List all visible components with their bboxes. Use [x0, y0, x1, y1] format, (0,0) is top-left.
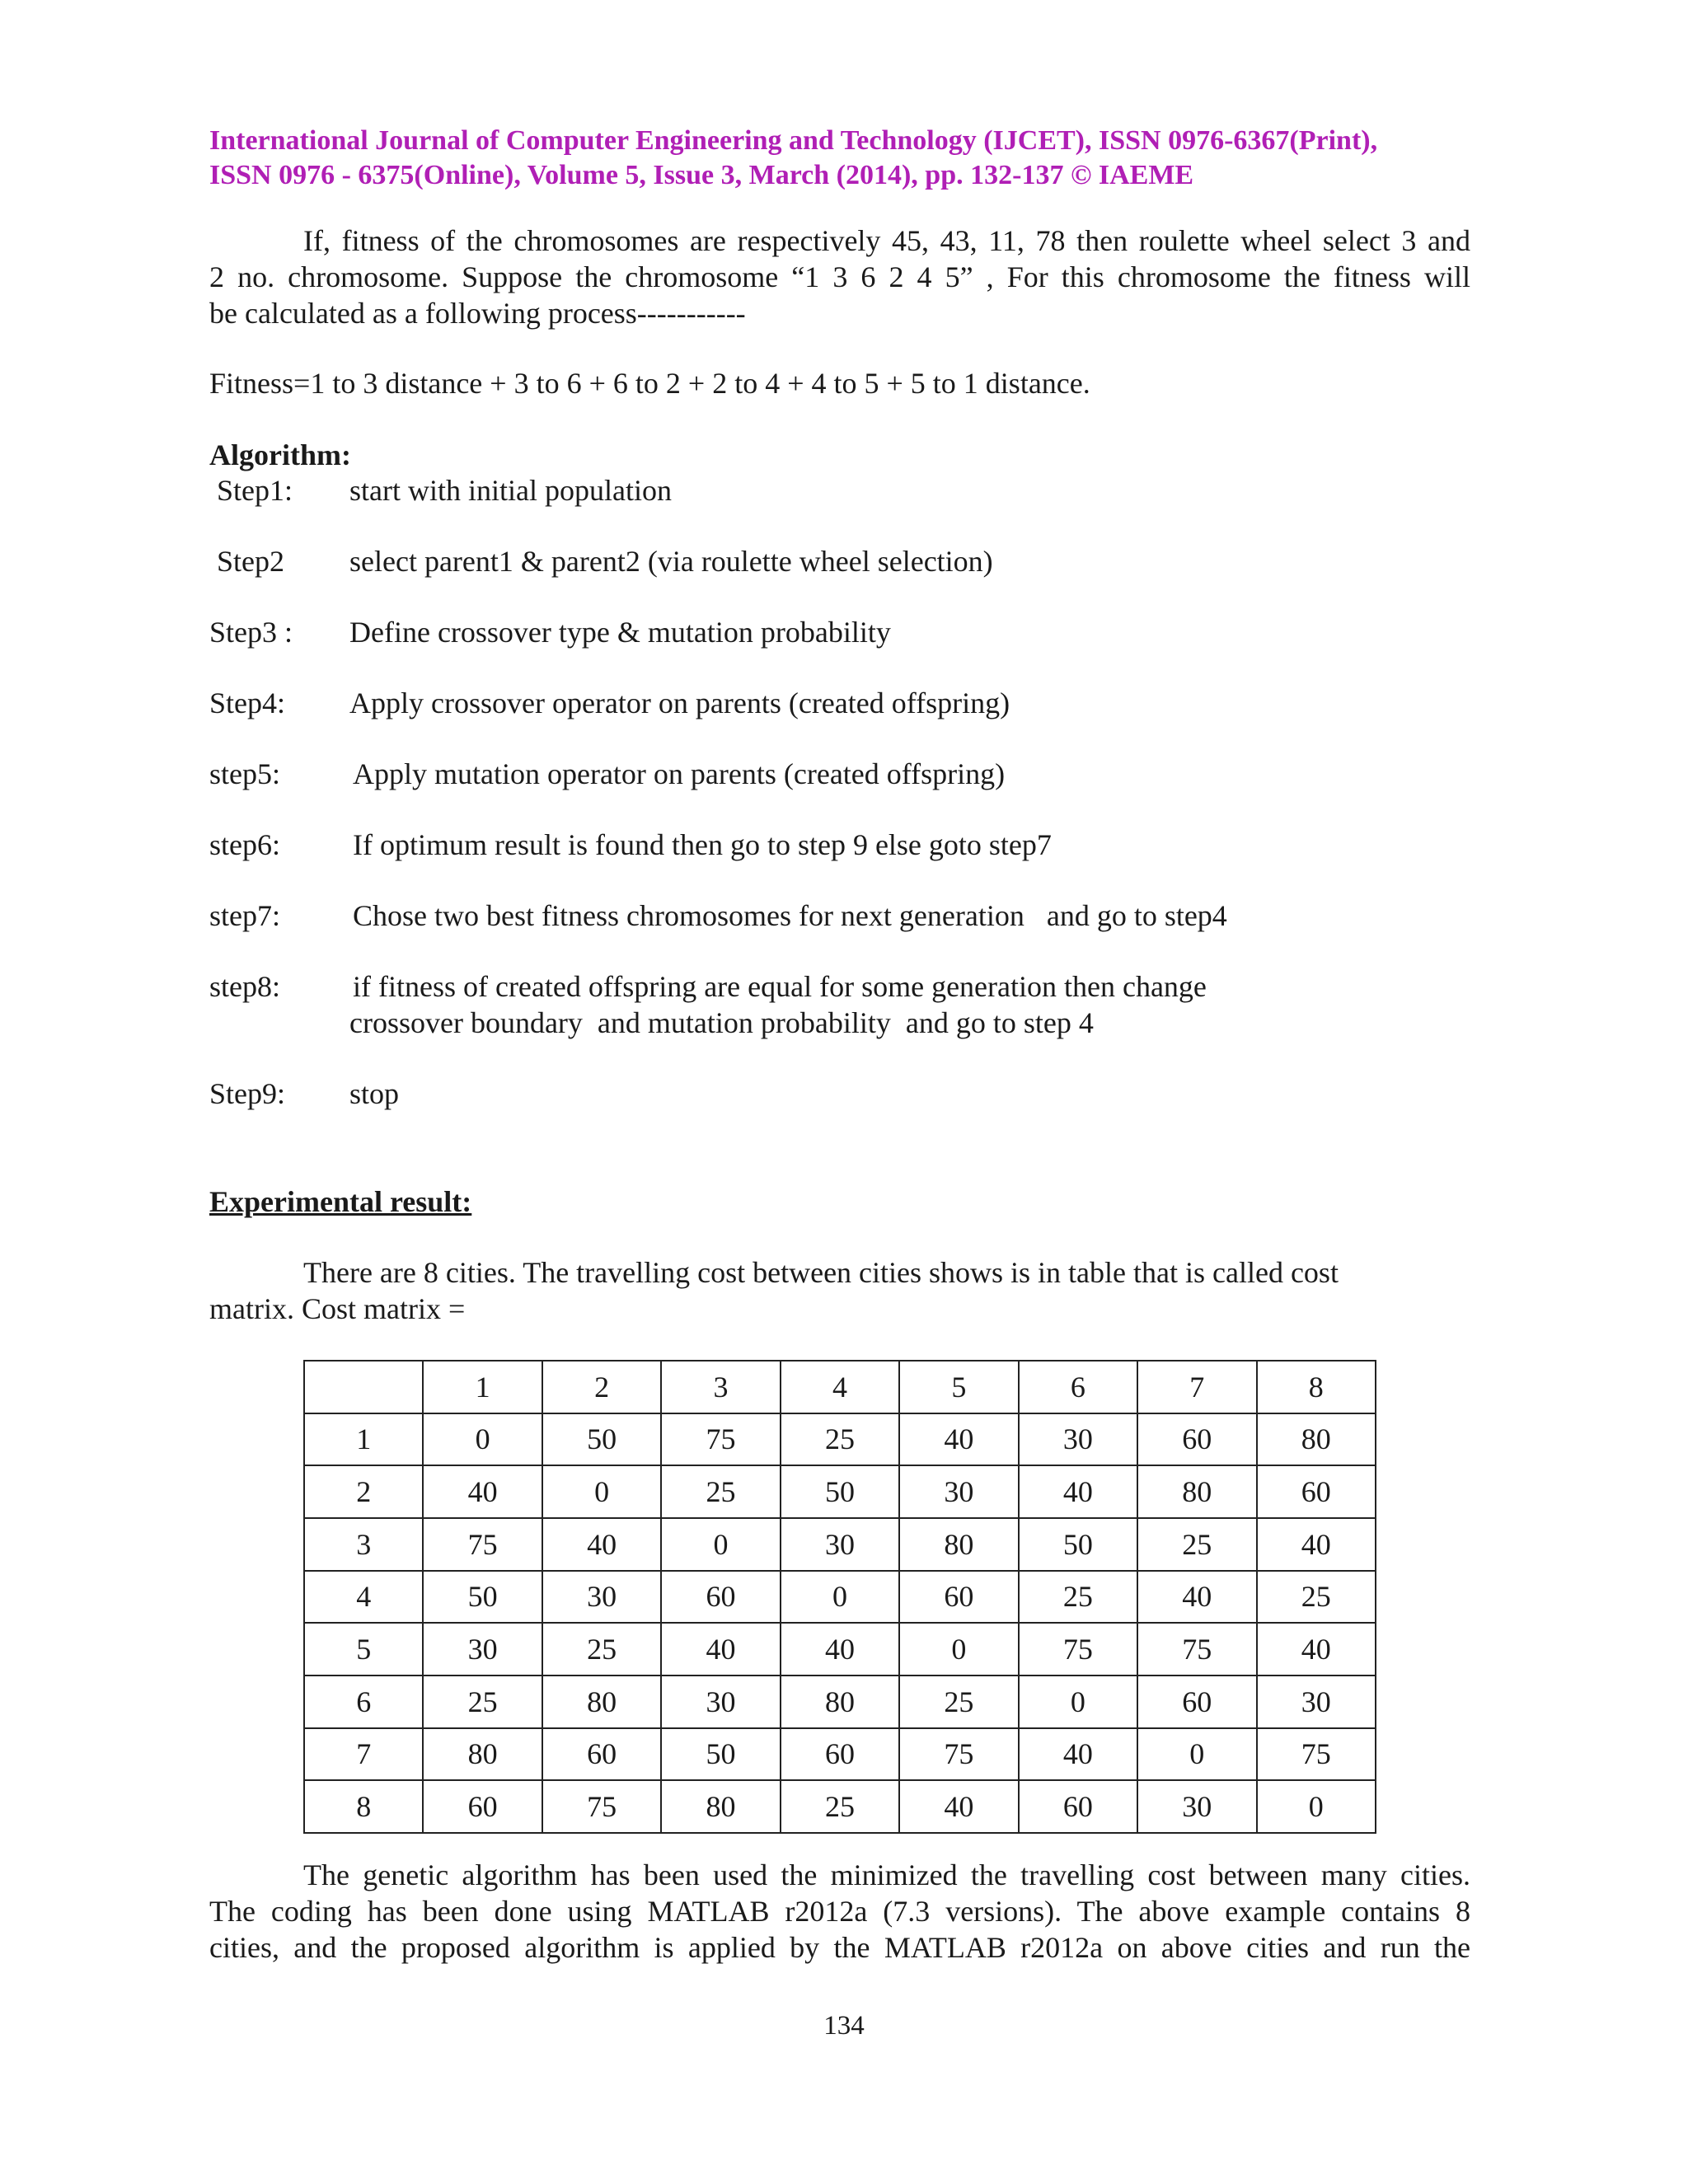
cost-matrix-row	[304, 1780, 1376, 1833]
algorithm-step-8	[209, 968, 1446, 1041]
cost-cell: 0	[781, 1571, 899, 1624]
step-text-continued: crossover boundary and mutation probability and go to step 4	[349, 1006, 1094, 1039]
cost-cell: 80	[423, 1728, 542, 1781]
intro-line1: If, fitness of the chromosomes are respectively 45, 43, 11, 78 then roulette wheel select 3 and	[303, 224, 1470, 257]
cost-cell: 25	[423, 1675, 542, 1728]
column-header-cell: 4	[781, 1361, 899, 1413]
cost-cell: 25	[781, 1780, 899, 1833]
cost-cell: 40	[1257, 1623, 1376, 1675]
cost-cell: 25	[781, 1413, 899, 1466]
cost-cell: 25	[542, 1623, 661, 1675]
cost-cell: 60	[1137, 1413, 1256, 1466]
cost-cell: 25	[1257, 1571, 1376, 1624]
cost-matrix-row	[304, 1518, 1376, 1571]
cost-cell: 25	[661, 1465, 780, 1518]
conclusion-line2: The coding has been done using MATLAB r2012a (7.3 versions). The above example contains 8	[209, 1895, 1470, 1928]
cost-cell: 0	[542, 1465, 661, 1518]
cost-cell: 0	[1019, 1675, 1137, 1728]
step-label: step8:	[209, 970, 280, 1003]
step-label: step6:	[209, 828, 280, 861]
row-label-cell: 1	[304, 1413, 423, 1466]
column-header-cell: 1	[423, 1361, 542, 1413]
step-label: step5:	[209, 757, 280, 790]
cost-cell: 0	[1257, 1780, 1376, 1833]
cost-cell: 60	[423, 1780, 542, 1833]
row-label-cell: 3	[304, 1518, 423, 1571]
cost-cell: 40	[1137, 1571, 1256, 1624]
cost-cell: 80	[1137, 1465, 1256, 1518]
cost-cell: 75	[423, 1518, 542, 1571]
experimental-line2: matrix. Cost matrix =	[209, 1292, 466, 1325]
cost-cell: 25	[1019, 1571, 1137, 1624]
cost-matrix-row	[304, 1571, 1376, 1624]
journal-header	[209, 124, 1479, 193]
step-text: If optimum result is found then go to step 9 else goto step7	[353, 828, 1052, 861]
cost-cell: 0	[423, 1413, 542, 1466]
cost-cell: 30	[1019, 1413, 1137, 1466]
cost-cell: 50	[661, 1728, 780, 1781]
cost-cell: 50	[423, 1571, 542, 1624]
cost-cell: 30	[1257, 1675, 1376, 1728]
cost-cell: 25	[1137, 1518, 1256, 1571]
conclusion-line1: The genetic algorithm has been used the minimized the travelling cost between many cities.	[303, 1858, 1470, 1891]
cost-cell: 80	[781, 1675, 899, 1728]
intro-line2: 2 no. chromosome. Suppose the chromosome “1 3 6 2 4 5” , For this chromosome the fitness will	[209, 260, 1470, 293]
fitness-formula: Fitness=1 to 3 distance + 3 to 6 + 6 to 2 + 2 to 4 + 4 to 5 + 5 to 1 distance.	[209, 367, 1090, 400]
intro-paragraph	[209, 223, 1470, 331]
step-label: Step1:	[209, 474, 293, 507]
cost-cell: 50	[542, 1413, 661, 1466]
step-label: step7:	[209, 899, 280, 932]
cost-matrix-row	[304, 1465, 1376, 1518]
cost-matrix-row	[304, 1728, 1376, 1781]
step-text: Define crossover type & mutation probability	[349, 616, 891, 649]
cost-cell: 0	[899, 1623, 1018, 1675]
conclusion-line3: cities, and the proposed algorithm is applied by the MATLAB r2012a on above cities and run the	[209, 1931, 1470, 1964]
cost-cell: 40	[661, 1623, 780, 1675]
cost-cell: 40	[899, 1780, 1018, 1833]
cost-cell: 75	[1019, 1623, 1137, 1675]
intro-line3: be calculated as a following process-----------	[209, 297, 746, 330]
cost-cell: 80	[542, 1675, 661, 1728]
cost-cell: 50	[1019, 1518, 1137, 1571]
step-text: select parent1 & parent2 (via roulette wheel selection)	[349, 545, 993, 578]
row-label-cell: 5	[304, 1623, 423, 1675]
cost-cell: 75	[1137, 1623, 1256, 1675]
row-label-cell: 7	[304, 1728, 423, 1781]
step-text: stop	[349, 1077, 400, 1110]
step-text: Apply crossover operator on parents (created offspring)	[349, 687, 1010, 719]
algorithm-title: Algorithm:	[209, 438, 351, 471]
page-number: 134	[823, 2011, 865, 2041]
cost-cell: 30	[781, 1518, 899, 1571]
cost-cell: 40	[1257, 1518, 1376, 1571]
conclusion-paragraph	[209, 1857, 1470, 1966]
row-label-cell: 4	[304, 1571, 423, 1624]
cost-cell: 80	[1257, 1413, 1376, 1466]
step-text: Chose two best fitness chromosomes for next generation and go to step4	[353, 899, 1227, 932]
row-label-cell: 6	[304, 1675, 423, 1728]
cost-matrix-row	[304, 1413, 1376, 1466]
cost-cell: 0	[1137, 1728, 1256, 1781]
cost-cell: 40	[1019, 1465, 1137, 1518]
cost-cell: 60	[781, 1728, 899, 1781]
cost-cell: 80	[899, 1518, 1018, 1571]
journal-header-line2: ISSN 0976 - 6375(Online), Volume 5, Issue 3, March (2014), pp. 132-137 © IAEME	[209, 160, 1194, 190]
cost-cell: 60	[1257, 1465, 1376, 1518]
step-text: start with initial population	[349, 474, 672, 507]
step-text: Apply mutation operator on parents (created offspring)	[353, 757, 1006, 790]
cost-matrix-header-row	[304, 1361, 1376, 1413]
experimental-line1: There are 8 cities. The travelling cost between cities shows is in table that is called cost	[303, 1256, 1339, 1289]
cost-cell: 75	[1257, 1728, 1376, 1781]
cost-cell: 50	[781, 1465, 899, 1518]
cost-cell: 30	[423, 1623, 542, 1675]
cost-cell: 60	[1137, 1675, 1256, 1728]
step-label: Step4:	[209, 687, 286, 719]
column-header-cell: 2	[542, 1361, 661, 1413]
column-header-cell: 8	[1257, 1361, 1376, 1413]
column-header-cell: 7	[1137, 1361, 1256, 1413]
cost-cell: 75	[899, 1728, 1018, 1781]
cost-cell: 40	[781, 1623, 899, 1675]
cost-matrix-row	[304, 1675, 1376, 1728]
cost-cell: 0	[661, 1518, 780, 1571]
experimental-result-title: Experimental result:	[209, 1185, 472, 1218]
cost-cell: 75	[542, 1780, 661, 1833]
cost-cell: 30	[1137, 1780, 1256, 1833]
cost-cell: 30	[542, 1571, 661, 1624]
row-label-cell: 2	[304, 1465, 423, 1518]
cost-cell: 30	[899, 1465, 1018, 1518]
cost-cell: 75	[661, 1413, 780, 1466]
journal-header-line1: International Journal of Computer Engineering and Technology (IJCET), ISSN 0976-6367(Print),	[209, 125, 1378, 156]
cost-cell: 25	[899, 1675, 1018, 1728]
cost-cell: 80	[661, 1780, 780, 1833]
cost-matrix-row	[304, 1623, 1376, 1675]
cost-cell: 60	[661, 1571, 780, 1624]
cost-cell: 60	[542, 1728, 661, 1781]
cost-cell: 40	[423, 1465, 542, 1518]
column-header-cell: 3	[661, 1361, 780, 1413]
cost-cell: 40	[899, 1413, 1018, 1466]
column-header-cell: 6	[1019, 1361, 1137, 1413]
step-label: Step9:	[209, 1077, 286, 1110]
step-label: Step3 :	[209, 616, 293, 649]
cost-cell: 60	[1019, 1780, 1137, 1833]
column-header-cell: 5	[899, 1361, 1018, 1413]
column-header-cell	[304, 1361, 423, 1413]
experimental-paragraph	[209, 1254, 1470, 1327]
step-label: Step2	[209, 545, 285, 578]
step-text: if fitness of created offspring are equal for some generation then change	[353, 970, 1207, 1003]
cost-cell: 40	[1019, 1728, 1137, 1781]
cost-cell: 40	[542, 1518, 661, 1571]
cost-matrix-table	[303, 1360, 1376, 1834]
cost-cell: 60	[899, 1571, 1018, 1624]
row-label-cell: 8	[304, 1780, 423, 1833]
cost-cell: 30	[661, 1675, 780, 1728]
